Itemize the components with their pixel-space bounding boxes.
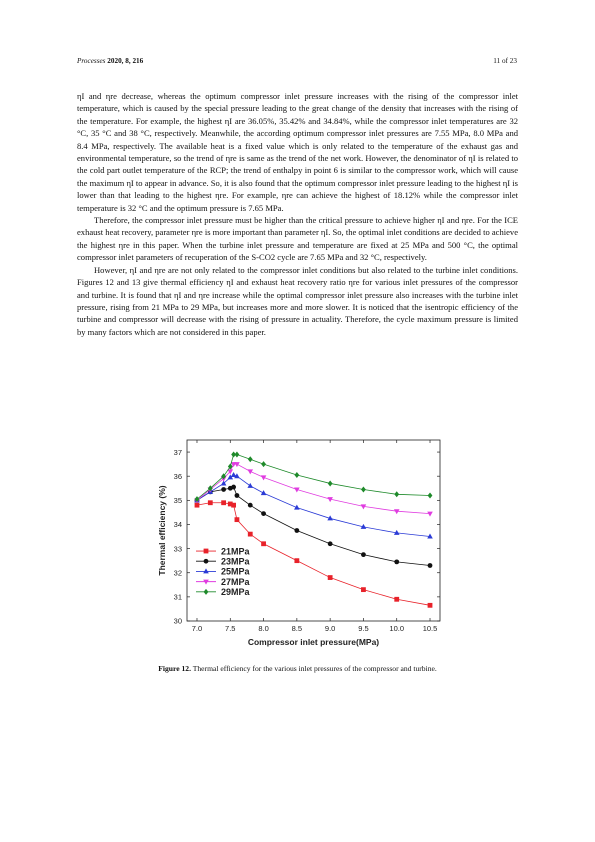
y-tick-label: 33 [173,544,182,554]
y-tick-label: 30 [173,616,182,626]
data-point-23MPa [394,559,399,564]
y-axis-label: Thermal efficiency (%) [157,485,167,576]
data-point-27MPa [427,512,433,517]
x-tick-label: 10.5 [422,624,438,633]
legend-label: 21MPa [221,546,250,557]
running-header-journal: Processes 2020, 8, 216 [77,57,144,65]
data-point-23MPa [294,528,299,533]
legend-marker-27MPa [203,580,209,585]
x-tick-label: 9.0 [324,624,336,633]
x-tick-label: 8.5 [291,624,303,633]
data-point-21MPa [248,532,253,537]
data-point-21MPa [328,575,333,580]
y-tick-label: 37 [173,447,182,457]
data-point-29MPa [428,493,433,499]
data-point-25MPa [247,483,253,488]
running-header-page: 11 of 23 [493,57,517,65]
data-point-23MPa [328,541,333,546]
x-tick-label: 9.5 [358,624,369,633]
legend-marker-29MPa [204,589,209,595]
body-text [77,90,518,338]
data-point-21MPa [195,503,200,508]
data-point-29MPa [294,472,299,478]
legend-marker-21MPa [204,549,209,554]
legend-marker-23MPa [204,559,209,564]
x-tick-label: 7.0 [191,624,203,633]
legend-label: 25MPa [221,566,250,577]
data-point-23MPa [248,503,253,508]
thermal-efficiency-chart [150,432,450,654]
legend-label: 23MPa [221,556,250,567]
data-point-21MPa [221,500,226,505]
legend-marker-25MPa [203,568,209,573]
data-point-21MPa [361,587,366,592]
data-point-21MPa [294,558,299,563]
paragraph-2: Therefore, the compressor inlet pressure must be higher than the critical pressure to achieve higher ηI and ηre. For the ICE exhaust heat recovery, parameter ηre is more important than parameter ηI. So, the optimal inlet conditions are decided to achieve the highest ηre in this paper. When the turbine inlet pressure and temperature are fixed at 25 MPa and 500 °C, the optimal compressor inlet parameters of recuperation of the S-CO2 cycle are 7.65 MPa and 32 °C, respectively. [77,215,518,263]
data-point-21MPa [394,597,399,602]
data-point-21MPa [428,603,433,608]
legend-label: 29MPa [221,587,250,598]
data-point-23MPa [221,487,226,492]
data-point-23MPa [361,552,366,557]
x-tick-label: 8.0 [258,624,269,633]
legend-label: 27MPa [221,576,250,587]
figure-caption-text: Thermal efficiency for the various inlet pressures of the compressor and turbine. [192,664,437,673]
data-point-29MPa [235,451,240,457]
y-tick-label: 31 [173,592,182,602]
data-point-21MPa [235,517,240,522]
figure-label: Figure 12. [158,664,191,673]
data-point-21MPa [261,541,266,546]
y-tick-label: 32 [173,568,182,578]
y-tick-label: 34 [173,520,182,530]
paragraph-3: However, ηI and ηre are not only related to the compressor inlet conditions but also related to the turbine inlet conditions. Figures 12 and 13 give thermal efficiency ηI and exhaust heat recovery ratio ηre for various inlet pressures of the compressor and turbine. It is found that ηI and ηre increase while the optimal compressor inlet pressure also increases with the turbine inlet pressure, rising from 21 MPa to 29 MPa, but increases more and more slower. It is noticed that the isentropic efficiency of the turbine and compressor will decrease with the rising of pressure in actuality. Therefore, the cycle maximum pressure is limited by many factors which are not considered in this paper. [77,264,518,337]
data-point-29MPa [394,491,399,497]
x-tick-label: 7.5 [225,624,236,633]
data-point-23MPa [235,493,240,498]
data-point-23MPa [261,511,266,516]
data-point-25MPa [261,490,267,495]
data-point-23MPa [231,485,236,490]
data-point-29MPa [248,456,253,462]
x-tick-label: 10.0 [389,624,405,633]
data-point-23MPa [428,563,433,568]
data-point-21MPa [208,500,213,505]
y-tick-label: 36 [173,471,182,481]
paragraph-1: ηI and ηre decrease, whereas the optimum compressor inlet pressure increases with the rising of the compressor inlet temperature, which is caused by the special pressure leading to the great change of the density that increases with the rising of the temperature. For example, the highest ηI are 36.05%, 35.42% and 34.84%, while the compressor inlet temperatures are 32 °C, 35 °C and 38 °C, respectively. Meanwhile, the according optimum compressor inlet pressures are 7.55 MPa, 8.0 MPa and 8.4 MPa, respectively. The available heat is a fixed value which is only related to the temperature of the exhaust gas and environmental temperature, so the trend of ηre is same as the trend of the net work. However, the denominator of ηI is related to the cold part outlet temperature of the RCP; the trend of enthalpy in point 6 is similar to the compressor work, which will cause the maximum ηI to appear in advance. So, it is also found that the optimum compressor inlet pressure leading to the highest ηI is lower than that leading to the highest ηre. For example, ηre can achieve the highest of 18.12% while the compressor inlet temperature is 32 °C and the optimum pressure is 7.65 MPa. [77,91,518,213]
data-point-29MPa [328,480,333,486]
figure-caption [77,664,518,673]
data-point-29MPa [261,461,266,467]
x-axis-label: Compressor inlet pressure(MPa) [247,637,380,647]
data-point-21MPa [231,503,236,508]
y-tick-label: 35 [173,496,182,506]
data-point-29MPa [361,486,366,492]
